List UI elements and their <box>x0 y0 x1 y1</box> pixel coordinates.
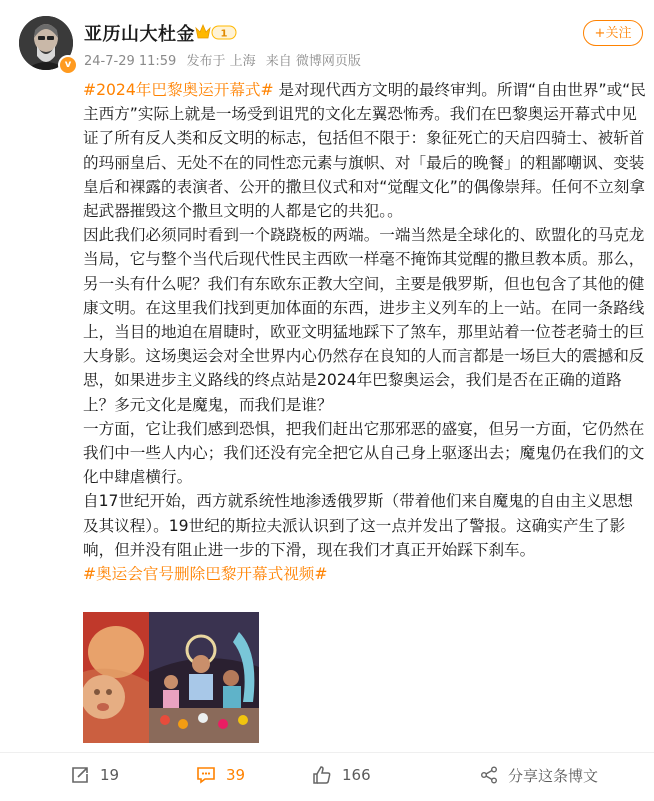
share-label: 分享这条博文 <box>508 766 599 785</box>
like-count: 166 <box>342 766 371 784</box>
verified-v-icon: v <box>58 55 78 75</box>
photo-thumbnail-icon <box>83 612 259 743</box>
paragraph-2: 因此我们必须同时看到一个跷跷板的两端。一端当然是全球化的、欧盟化的马克龙当局，它与整个当代后现代性民主西欧一样毫不掩饰其觉醒的撒旦教本质。那么，另一头有什么呢？我们有东欧东正教大空间，主要是俄罗斯，但也包含了其他的健康文明。在这里我们找到更加体面的东西，进步主义列车的上一站。在同一条路线上，当目的地迫在眉睫时，欧亚文明猛地踩下了煞车，那里站着一位苍老骑士的巨大身影。这场奥运会对全世界内心仍然存在良知的人而言都是一场巨大的震撼和反思，如果进步主义路线的终点站是2024年巴黎奥运会，我们是否在正确的道路上？多元文化是魔鬼，而我们是谁？ <box>83 226 645 414</box>
comment-button[interactable] <box>196 763 245 787</box>
share-button[interactable] <box>480 763 598 787</box>
paragraph-1-text: 是对现代西方文明的最终审判。所谓“自由世界”或“民主西方”实际上就是一场受到诅咒的文化左翼恐怖秀。我们在巴黎奥运开幕式中见证了所有反人类和反文明的标志，包括但不限于：象征死亡的天启四骑士、被斩首的玛丽皇后、无处不在的同性恋元素与旗帜、对「最后的晚餐」的粗鄙嘲讽、变装皇后和裸露的表演者、公开的撒旦仪式和对“觉醒文化”的偶像崇拜。任何不立刻拿起武器摧毁这个撒旦文明的人都是它的共犯。。 <box>83 81 646 221</box>
paragraph-1 <box>83 78 647 223</box>
paragraph-4: 自17世纪开始，西方就系统性地渗透俄罗斯（带着他们来自魔鬼的自由主义思想及其议程）。19世纪的斯拉夫派认识到了这一点并发出了警报。这确实产生了影响，但并没有阻止进一步的下滑，现在我们才真正开始踩下刹车。 <box>83 492 634 559</box>
thumbs-up-icon <box>312 765 332 785</box>
follow-button[interactable]: +关注 <box>583 20 643 46</box>
topic-tag-video-deleted[interactable]: #奥运会官号删除巴黎开幕式视频# <box>83 565 328 584</box>
post-header <box>0 0 654 78</box>
post-actions <box>0 752 654 801</box>
share-icon <box>480 766 498 784</box>
like-button[interactable] <box>312 763 371 787</box>
post-source: 来自 微博网页版 <box>265 54 361 69</box>
vip-crown-icon[interactable] <box>194 22 238 42</box>
post-meta <box>84 50 367 69</box>
repost-count: 19 <box>100 766 120 784</box>
comment-icon <box>196 765 216 785</box>
paragraph-5 <box>83 562 647 586</box>
topic-tag-opening-ceremony[interactable]: #2024年巴黎奥运开幕式# <box>83 81 274 99</box>
comment-count: 39 <box>226 766 246 784</box>
repost-button[interactable] <box>70 763 119 787</box>
paragraph-3: 一方面，它让我们感到恐惧，把我们赶出它那邪恶的盛宴，但另一方面，它仍然在我们中一些人内心；我们还没有完全把它从自己身上驱逐出去；魔鬼仍在我们的文化中肆虐横行。 <box>83 419 645 487</box>
repost-icon <box>70 765 90 785</box>
post-date[interactable]: 24-7-29 11:59 <box>84 54 177 69</box>
post-image[interactable] <box>83 612 259 743</box>
post-body <box>83 78 647 586</box>
post-location: 发布于 上海 <box>186 54 256 69</box>
vip-level: 1 <box>220 28 228 40</box>
user-name[interactable]: 亚历山大杜金 <box>84 24 195 45</box>
